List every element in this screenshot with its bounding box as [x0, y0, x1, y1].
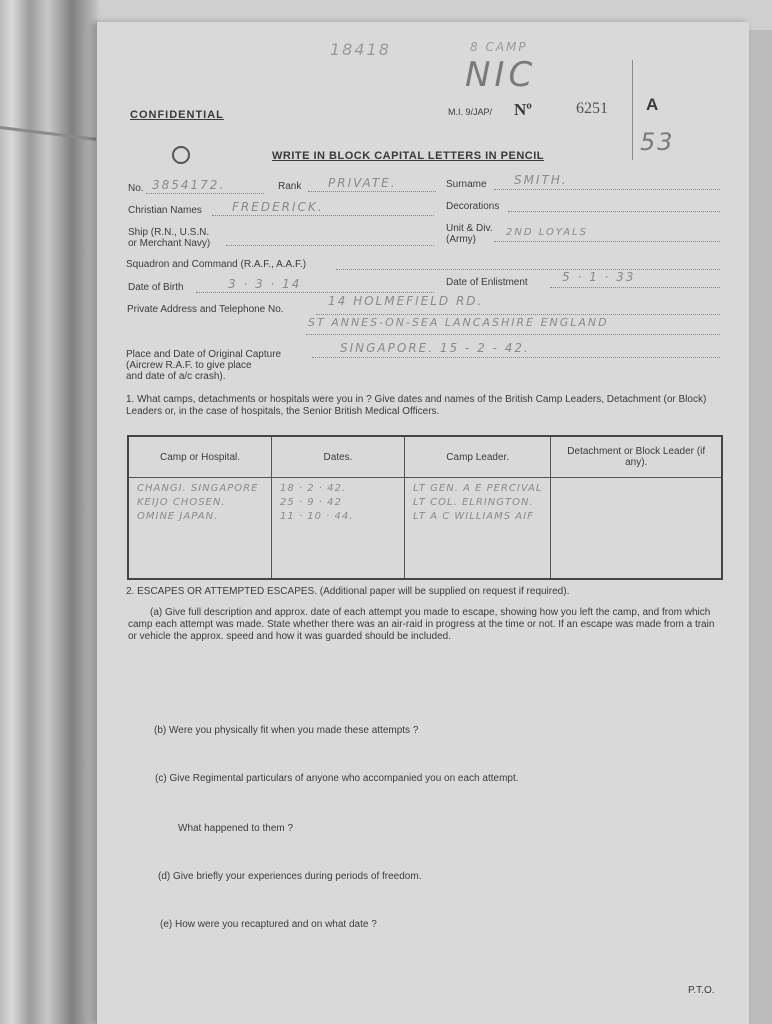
punch-hole — [172, 146, 190, 164]
christian-names-label: Christian Names — [128, 205, 202, 216]
question-2c: (c) Give Regimental particulars of anyone who accompanied you on each attempt. — [155, 773, 519, 784]
surname-value: SMITH. — [514, 173, 568, 187]
confidential-label: CONFIDENTIAL — [130, 109, 224, 121]
question-2e: (e) How were you recaptured and on what date ? — [160, 919, 377, 930]
table-cell: 25 · 9 · 42 — [280, 497, 342, 508]
question-2d: (d) Give briefly your experiences during periods of freedom. — [158, 871, 422, 882]
table-cell: LT COL. ELRINGTON. — [413, 497, 534, 508]
col-dates: Dates. — [272, 436, 405, 478]
dob-label: Date of Birth — [128, 282, 184, 293]
address-line-2: ST ANNES-ON-SEA LANCASHIRE ENGLAND — [308, 316, 609, 329]
col-camp-leader: Camp Leader. — [405, 436, 551, 478]
pencil-stamp: NIC — [465, 55, 537, 95]
series-letter: A — [646, 95, 659, 114]
instruction-heading: WRITE IN BLOCK CAPITAL LETTERS IN PENCIL — [272, 150, 544, 162]
number-symbol: Nº — [514, 100, 532, 119]
question-1: 1. What camps, detachments or hospitals were you in ? Give dates and names of the British Camp Leaders, Detachment (or Block) Leaders or, in the case of hospitals, the Senior British Medical Officers. — [126, 394, 707, 417]
unit-label: Unit & Div. (Army) — [446, 223, 493, 245]
table-cell — [559, 482, 713, 496]
unit-value: 2ND LOYALS — [506, 227, 588, 238]
no-label: No. — [128, 183, 144, 194]
table-cell: 11 · 10 · 44. — [280, 511, 354, 522]
table-cell: CHANGI. SINGAPORE — [137, 483, 259, 494]
table-cell — [559, 496, 713, 510]
col-camp-or-hospital: Camp or Hospital. — [128, 436, 272, 478]
squadron-label: Squadron and Command (R.A.F., A.A.F.) — [126, 259, 307, 270]
pencil-note-camp: 8 CAMP — [470, 40, 528, 54]
underlying-page — [745, 30, 772, 1024]
pto-label: P.T.O. — [688, 985, 715, 996]
col-detachment-leader: Detachment or Block Leader (if any). — [551, 436, 722, 478]
rank-value: PRIVATE. — [328, 176, 397, 190]
table-cell: 18 · 2 · 42. — [280, 483, 347, 494]
dob-value: 3 · 3 · 14 — [228, 277, 302, 291]
camp-cell — [128, 478, 272, 580]
table-cell: KEIJO CHOSEN. — [137, 497, 226, 508]
capture-label: Place and Date of Original Capture (Aircrew R.A.F. to give place and date of a/c crash). — [126, 349, 282, 382]
leader-cell — [405, 478, 551, 580]
detachment-cell — [551, 478, 722, 580]
enlistment-label: Date of Enlistment — [446, 277, 528, 288]
table-body — [128, 478, 722, 580]
ship-label: Ship (R.N., U.S.N. or Merchant Navy) — [128, 227, 211, 249]
rank-label: Rank — [278, 181, 302, 192]
dates-cell — [272, 478, 405, 580]
camps-table — [127, 435, 723, 580]
service-number-value: 3854172. — [152, 178, 226, 192]
table-cell — [559, 510, 713, 524]
decorations-label: Decorations — [446, 201, 500, 212]
enlistment-value: 5 · 1 · 33 — [562, 270, 636, 284]
question-2a: (a) Give full description and approx. date of each attempt you made to escape, showing how you left the camp, and from which camp each attempt was made. State whether there was an air-raid in progress at the time or not. If an escape was made from a train or vehicle the approx. speed and how it was guarded should be included. — [128, 607, 715, 642]
question-2-title: 2. ESCAPES OR ATTEMPTED ESCAPES. (Additional paper will be supplied on request if required). — [126, 586, 570, 597]
address-label: Private Address and Telephone No. — [127, 304, 284, 315]
address-line-1: 14 HOLMEFIELD RD. — [328, 294, 484, 308]
question-2b: (b) Were you physically fit when you made these attempts ? — [154, 725, 419, 736]
surname-label: Surname — [446, 179, 487, 190]
capture-value: SINGAPORE. 15 - 2 - 42. — [340, 341, 530, 355]
pencil-corner-number: 53 — [640, 128, 675, 156]
table-cell: LT GEN. A E PERCIVAL — [413, 483, 543, 494]
form-number: 6251 — [576, 100, 608, 117]
christian-names-value: FREDERICK. — [232, 200, 324, 214]
pencil-note-top: 18418 — [330, 40, 391, 59]
question-2c-followup: What happened to them ? — [178, 823, 294, 834]
form-reference: M.I. 9/JAP/ — [448, 107, 493, 117]
table-cell: LT A C WILLIAMS AIF — [413, 511, 534, 522]
table-cell: OMINE JAPAN. — [137, 511, 219, 522]
